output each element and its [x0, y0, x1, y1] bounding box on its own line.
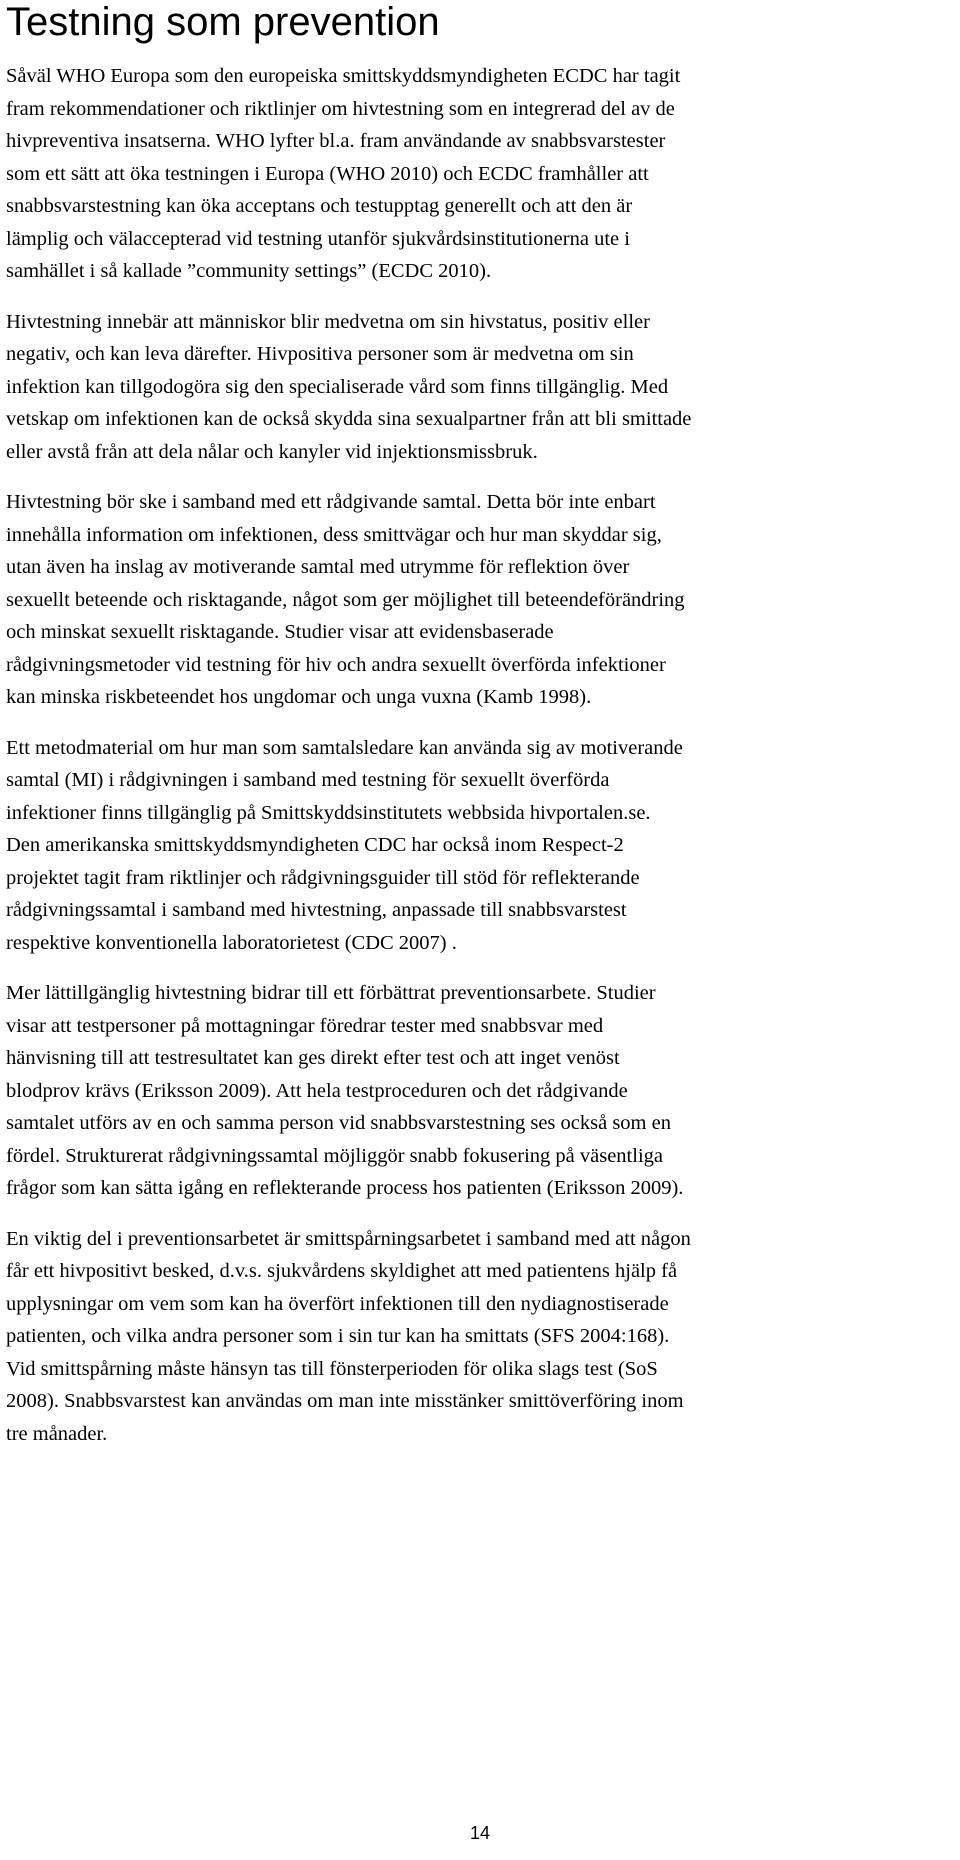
text-line: infektioner finns tillgänglig på Smittskyddsinstitutets webbsida hivportalen.se. [6, 801, 651, 824]
body-text [6, 60, 956, 1468]
body-paragraph [6, 306, 956, 469]
text-line: 2008). Snabbsvarstest kan användas om man inte misstänker smittöverföring inom [6, 1390, 684, 1412]
text-line: patienten, och vilka andra personer som i sin tur kan ha smittats (SFS 2004:168). [6, 1325, 670, 1347]
text-line: och minskat sexuellt risktagande. Studier visar att evidensbaserade [6, 621, 554, 643]
text-line: får ett hivpositivt besked, d.v.s. sjukvårdens skyldighet att med patientens hjälp få [6, 1260, 678, 1282]
text-line: samhället i så kallade ”community settings” (ECDC 2010). [6, 260, 492, 282]
text-line: hivpreventiva insatserna. WHO lyfter bl.a. fram användande av snabbsvarstester [6, 130, 666, 152]
text-line: vetskap om infektionen kan de också skydda sina sexualpartner från att bli smittade [6, 408, 692, 430]
text-line: fram rekommendationer och riktlinjer om hivtestning som en integrerad del av de [6, 97, 675, 120]
text-line: projektet tagit fram riktlinjer och rådgivningsguider till stöd för reflekterande [6, 866, 640, 889]
text-line: Hivtestning bör ske i samband med ett rådgivande samtal. Detta bör inte enbart [6, 491, 656, 513]
text-line: rådgivningssamtal i samband med hivtestning, anpassade till snabbsvarstest [6, 899, 627, 921]
body-paragraph [6, 1223, 956, 1451]
body-paragraph [6, 486, 956, 714]
text-line: samtalet utförs av en och samma person vid snabbsvarstestning ses också som en [6, 1112, 671, 1134]
text-line: fördel. Strukturerat rådgivningssamtal möjliggör snabb fokusering på väsentliga [6, 1144, 663, 1167]
text-line: lämplig och välaccepterad vid testning utanför sjukvårdsinstitutionerna ute i [6, 227, 630, 250]
text-line: negativ, och kan leva därefter. Hivpositiva personer som är medvetna om sin [6, 343, 634, 365]
text-line: infektion kan tillgodogöra sig den specialiserade vård som finns tillgänglig. Med [6, 375, 669, 398]
text-line: utan även ha inslag av motiverande samtal med utrymme för reflektion över [6, 556, 630, 578]
text-line: Såväl WHO Europa som den europeiska smittskyddsmyndigheten ECDC har tagit [6, 65, 681, 87]
text-line: sexuellt beteende och risktagande, något som ger möjlighet till beteendeförändring [6, 588, 685, 611]
page-number: 14 [469, 1823, 491, 1843]
text-line: frågor som kan sätta igång en reflekterande process hos patienten (Eriksson 2009). [6, 1177, 684, 1199]
text-line: Den amerikanska smittskyddsmyndigheten CDC har också inom Respect-2 [6, 834, 624, 856]
text-line: snabbsvarstestning kan öka acceptans och testupptag generellt och att den är [6, 195, 633, 217]
text-line: hänvisning till att testresultatet kan ges direkt efter test och att inget venöst [6, 1047, 620, 1069]
text-line: Vid smittspårning måste hänsyn tas till fönsterperioden för olika slags test (SoS [6, 1357, 658, 1380]
text-line: upplysningar om vem som kan ha överfört infektionen till den nydiagnostiserade [6, 1292, 669, 1315]
text-line: visar att testpersoner på mottagningar föredrar tester med snabbsvar med [6, 1014, 604, 1037]
text-line: respektive konventionella laboratorietest (CDC 2007) . [6, 931, 457, 954]
text-line: blodprov krävs (Eriksson 2009). Att hela testproceduren och det rådgivande [6, 1079, 628, 1102]
text-line: tre månader. [6, 1422, 108, 1445]
text-line: Mer lättillgänglig hivtestning bidrar till ett förbättrat preventionsarbete. Studier [6, 982, 656, 1004]
text-line: eller avstå från att dela nålar och kanyler vid injektionsmissbruk. [6, 440, 538, 463]
text-line: kan minska riskbeteendet hos ungdomar och unga vuxna (Kamb 1998). [6, 686, 592, 708]
body-paragraph [6, 60, 956, 288]
page-title: Testning som prevention [6, 0, 440, 44]
body-paragraph [6, 732, 956, 960]
text-line: Hivtestning innebär att människor blir medvetna om sin hivstatus, positiv eller [6, 310, 650, 333]
text-line: samtal (MI) i rådgivningen i samband med testning för sexuellt överförda [6, 769, 610, 791]
text-line: rådgivningsmetoder vid testning för hiv och andra sexuellt överförda infektioner [6, 653, 666, 676]
text-line: En viktig del i preventionsarbetet är smittspårningsarbetet i samband med att någon [6, 1227, 691, 1250]
body-paragraph [6, 977, 956, 1205]
text-line: innehålla information om infektionen, dess smittvägar och hur man skyddar sig, [6, 523, 662, 546]
text-line: Ett metodmaterial om hur man som samtalsledare kan använda sig av motiverande [6, 736, 683, 759]
text-line: som ett sätt att öka testningen i Europa (WHO 2010) och ECDC framhåller att [6, 162, 649, 185]
